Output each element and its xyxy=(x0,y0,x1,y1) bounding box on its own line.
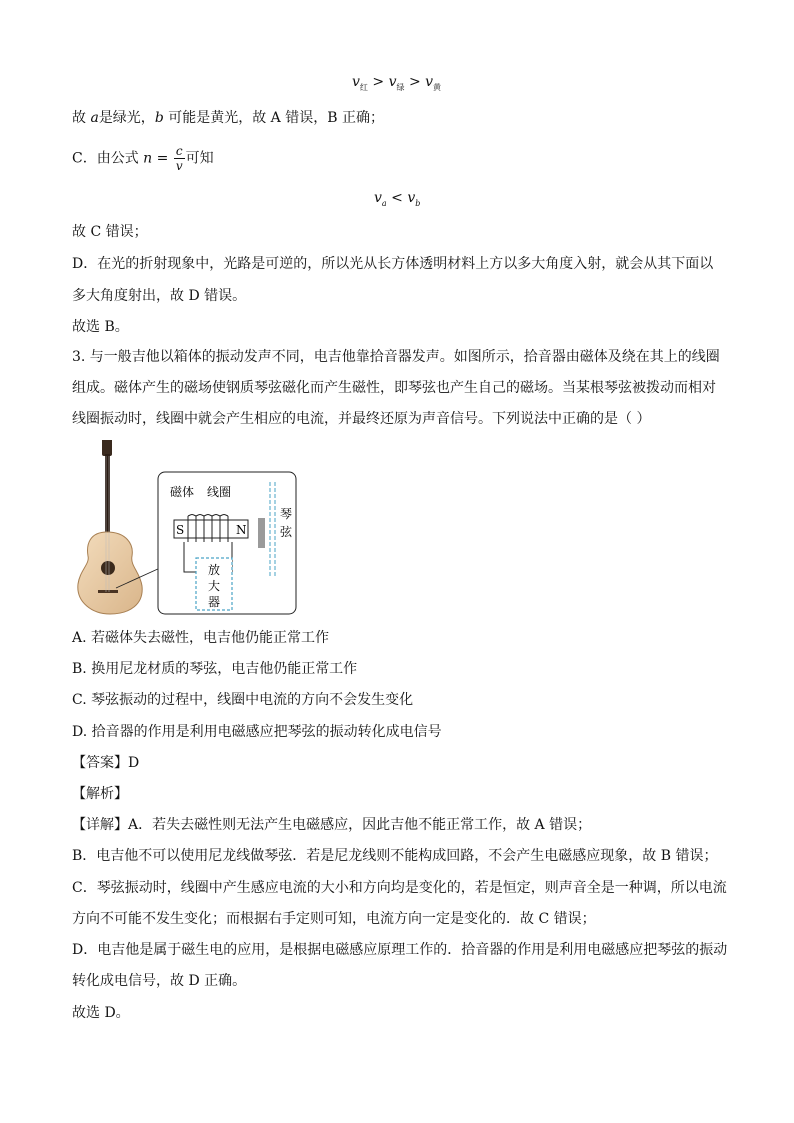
detail-line-b: B．电吉他不可以使用尼龙线做琴弦．若是尼龙线则不能构成回路，不会产生电磁感应现象，故 B 错误； xyxy=(72,848,718,864)
guitar-pickup-figure xyxy=(72,440,300,616)
amp-label-2: 大 xyxy=(208,579,221,593)
answer-value: D xyxy=(128,755,140,771)
answer-line xyxy=(72,753,139,773)
detail-line-d-1: D．电吉他是属于磁生电的应用，是根据电磁感应原理工作的．拾音器的作用是利用电磁感应把琴弦的振动 xyxy=(72,942,728,958)
text-line-c-wrong: 故 C 错误； xyxy=(72,224,148,240)
text-line-d-2: 多大角度射出，故 D 错误。 xyxy=(72,288,247,304)
option-d: D. 拾音器的作用是利用电磁感应把琴弦的振动转化成电信号 xyxy=(72,724,442,740)
guitar-pickup-diagram xyxy=(72,440,300,616)
detail-line-c-1: C．琴弦振动时，线圈中产生感应电流的大小和方向均是变化的，若是恒定，则声音全是一种调，所以电流 xyxy=(72,880,727,896)
pole-s: S xyxy=(176,523,185,537)
label-string-1: 琴 xyxy=(280,507,293,521)
equation-speed-order: $v_红 > v_绿 > v_黄$ xyxy=(352,74,442,92)
detail-line-d-2: 转化成电信号，故 D 正确。 xyxy=(72,973,247,989)
guitar-illustration xyxy=(78,440,160,614)
option-c: C. 琴弦振动的过程中，线圈中电流的方向不会发生变化 xyxy=(72,692,414,708)
option-b: B. 换用尼龙材质的琴弦，电吉他仍能正常工作 xyxy=(72,661,358,677)
amp-label-3: 器 xyxy=(208,595,221,609)
text-line-d-1: D．在光的折射现象中，光路是可逆的，所以光从长方体透明材料上方以多大角度入射，就会从其下面以 xyxy=(72,256,714,272)
detail-line-c-2: 方向不可能不发生变化；而根据右手定则可知，电流方向一定是变化的．故 C 错误； xyxy=(72,911,596,927)
fraction-c-over-v: $\frac{c}{v}$ xyxy=(175,144,183,173)
pole-n: N xyxy=(236,523,247,537)
label-coil: 线圈 xyxy=(207,485,232,499)
detail-tag: 【详解】 xyxy=(72,817,128,833)
text-line-green-light: 故 a是绿光，b 可能是黄光，故 A 错误，B 正确； xyxy=(72,110,384,126)
text-line-choose-b: 故选 B。 xyxy=(72,319,129,335)
text-line-formula: C．由公式 n = $\frac{c}{v}$ 可知 xyxy=(72,144,214,173)
analysis-tag: 【解析】 xyxy=(72,786,128,802)
detail-line-a: 【详解】A．若失去磁性则无法产生电磁感应，因此吉他不能正常工作，故 A 错误； xyxy=(72,817,592,833)
question-3-line-2: 组成。磁体产生的磁场使钢质琴弦磁化而产生磁性，即琴弦也产生自己的磁场。当某根琴弦被拨动而相对 xyxy=(72,380,716,396)
answer-tag: 【答案】 xyxy=(72,755,128,771)
option-a: A. 若磁体失去磁性，电吉他仍能正常工作 xyxy=(72,630,330,646)
label-magnet: 磁体 xyxy=(170,485,195,499)
question-3-line-3: 线圈振动时，线圈中就会产生相应的电流，并最终还原为声音信号。下列说法中正确的是（ ） xyxy=(72,411,651,427)
final-answer: 故选 D。 xyxy=(72,1005,130,1021)
equation-va-lt-vb: $v_a < v_b$ xyxy=(374,190,421,208)
amp-label-1: 放 xyxy=(208,563,221,577)
string-block xyxy=(258,518,265,548)
question-3-line-1: 3. 与一般吉他以箱体的振动发声不同，电吉他靠拾音器发声。如图所示，拾音器由磁体及绕在其上的线圈 xyxy=(72,349,720,365)
label-string-2: 弦 xyxy=(280,525,293,539)
